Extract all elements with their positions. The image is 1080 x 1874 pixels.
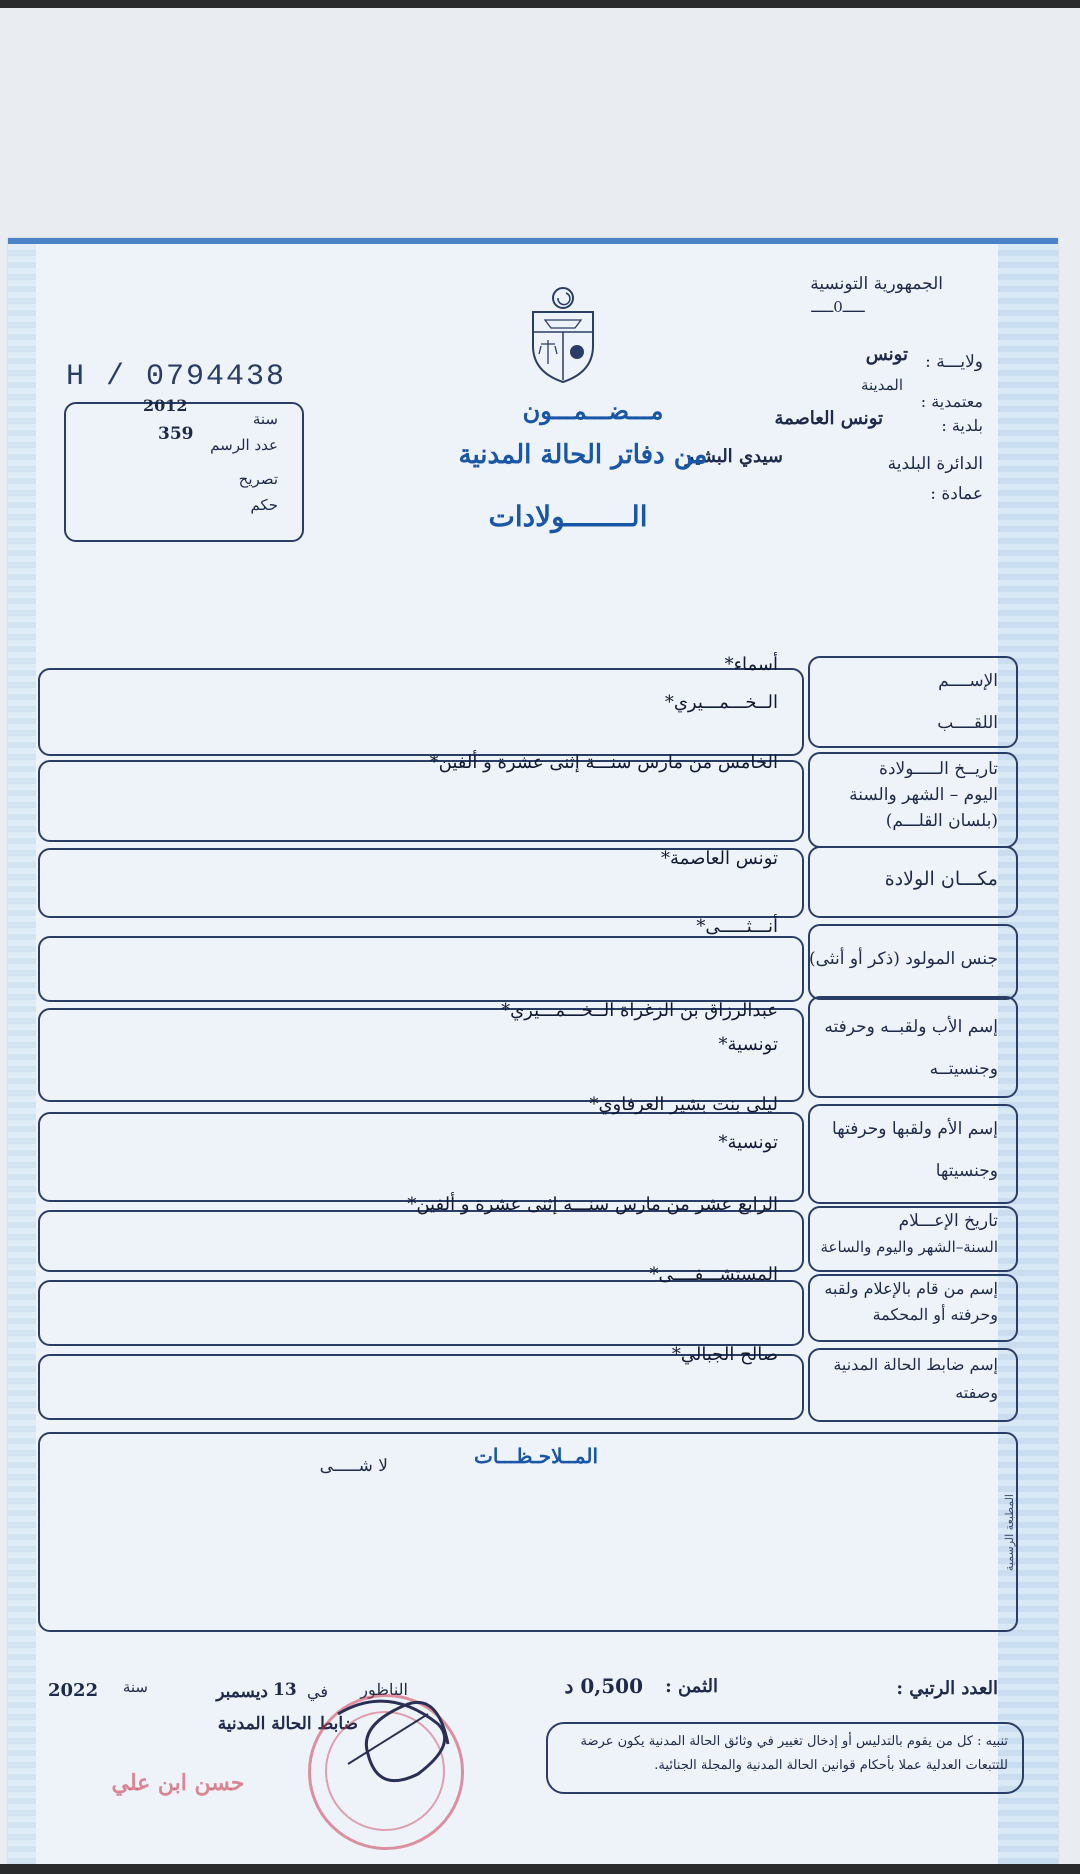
- value-birthdate: الخامس من مارس سنـــة إثنى عشرة و ألفين*: [429, 752, 778, 773]
- daira-value: سيدي البشير: [685, 446, 783, 467]
- reg-number-footer-label: العدد الرتبي :: [896, 1678, 998, 1699]
- remarks-value: لا شـــــى: [319, 1456, 388, 1476]
- row-father-value-box: [38, 1008, 804, 1102]
- price-value: 0,500 د: [564, 1674, 643, 1698]
- label-birthdate-sub: اليوم – الشهر والسنة: [849, 785, 998, 805]
- label-surname: اللقــــب: [937, 713, 998, 733]
- value-mother-nationality: تونسية*: [718, 1132, 778, 1153]
- signature-icon: [328, 1684, 468, 1804]
- value-declaration-date: الرابع عشر من مارس سنـــة إثنى عشرة و ألفين*: [407, 1194, 778, 1215]
- label-declarant-sub: وحرفته أو المحكمة: [872, 1305, 998, 1324]
- remarks-label: المــلاحـظـــات: [474, 1444, 598, 1468]
- row-father-label-box: [808, 996, 1018, 1098]
- label-declarant: إسم من قام بالإعلام ولقبه: [824, 1279, 998, 1298]
- label-birthplace: مكـــان الولادة: [884, 868, 998, 890]
- row-mother-value-box: [38, 1112, 804, 1202]
- warning-text: تنبيه : كل من يقوم بالتدليس أو إدخال تغيير في وثائق الحالة المدنية يكون عرضة للتتبعات العدلية عملا بأحكام قوانين الحالة المدنية والمجلة الجنائية.: [580, 1734, 1008, 1773]
- value-gender: أنـــثـــــى*: [696, 916, 778, 937]
- label-officer-sub: وصفته: [955, 1383, 998, 1402]
- title-births: الــــــــولادات: [488, 500, 648, 533]
- paper-security-edge-left: [8, 244, 36, 1874]
- row-gender-value-box: [38, 936, 804, 1002]
- row-declarant-value-box: [38, 1280, 804, 1346]
- value-officer: صالح الجبالي*: [671, 1344, 778, 1365]
- wilaya-label: ولايـــة :: [925, 352, 983, 372]
- label-birthdate: تاريــخ الـــــولادة: [879, 759, 998, 779]
- serial-number: H / 0794438: [66, 360, 287, 394]
- label-officer: إسم ضابط الحالة المدنية: [833, 1355, 998, 1374]
- label-declaration-date: تاريخ الإعـــلام: [898, 1211, 998, 1231]
- republic-heading: الجمهورية التونسية: [810, 274, 943, 294]
- value-mother: ليلى بنت بشير العرفاوي*: [589, 1094, 778, 1115]
- officer-role-label: ضابط الحالة المدنية: [217, 1714, 358, 1734]
- date-day-value: 13: [273, 1680, 297, 1700]
- date-year-value: 2022: [48, 1680, 99, 1701]
- baladia-label: بلدية :: [941, 416, 983, 435]
- signature-name: حسن ابن علي: [111, 1770, 245, 1796]
- label-first-name: الإســــم: [938, 671, 998, 691]
- title-civil-registry: من دفاتر الحالة المدنية: [458, 440, 708, 470]
- value-father-nationality: تونسية*: [718, 1034, 778, 1055]
- date-in-label: في: [307, 1682, 328, 1701]
- value-father: عبدالرزاق بن الزغراة الــخـــمـــيري*: [501, 1000, 778, 1021]
- reg-number-label: عدد الرسم: [210, 436, 278, 454]
- birth-certificate-paper: [8, 238, 1058, 1874]
- date-year-label: سنة: [122, 1678, 148, 1696]
- reg-year-value: 2012: [143, 396, 188, 415]
- moatamadia-label: معتمدية :: [920, 392, 983, 411]
- officer-title-label: الناظور: [360, 1680, 408, 1699]
- reg-year-label: سنة: [252, 410, 278, 428]
- coat-of-arms-icon: [523, 284, 603, 384]
- label-birthdate-words: (بلسان القلـــم): [885, 811, 998, 831]
- reg-number-value: 359: [158, 424, 194, 444]
- wilaya-value: تونس: [865, 344, 908, 365]
- bottom-background: [0, 1864, 1080, 1874]
- side-print-label: المطبعة الرسمية: [1003, 1494, 1016, 1572]
- value-first-name: أسماء*: [724, 654, 778, 675]
- title-madmoun: مـــضـــمـــون: [522, 396, 664, 425]
- omada-label: عمادة :: [930, 484, 983, 504]
- value-birthplace: تونس العاصمة*: [661, 848, 778, 869]
- label-mother: إسم الأم ولقبها وحرفتها: [832, 1119, 998, 1139]
- baladia-value: تونس العاصمة: [774, 408, 883, 429]
- row-declaration-date-value-box: [38, 1210, 804, 1272]
- value-surname: الــخـــمـــيري*: [664, 692, 778, 713]
- republic-sub: ـــــ0ـــــ: [811, 298, 865, 316]
- city-word: المدينة: [860, 376, 903, 394]
- label-father: إسم الأب ولقبــه وحرفته: [824, 1017, 998, 1037]
- label-gender: جنس المولود (ذكر أو أنثى): [809, 949, 998, 969]
- reg-declaration-label: تصريح: [238, 470, 278, 488]
- price-label: الثمن :: [665, 1676, 718, 1697]
- label-declaration-date-sub: السنة–الشهر واليوم والساعة: [820, 1238, 998, 1256]
- label-mother-nationality: وجنسيتها: [935, 1161, 998, 1181]
- top-background: [0, 0, 1080, 8]
- date-month-value: ديسمبر: [216, 1682, 268, 1702]
- value-declarant: المستشـــفــــى*: [649, 1264, 778, 1285]
- daira-label: الدائرة البلدية: [887, 454, 983, 474]
- reg-judgment-label: حكم: [250, 496, 278, 514]
- label-father-nationality: وجنسيتــه: [929, 1059, 998, 1079]
